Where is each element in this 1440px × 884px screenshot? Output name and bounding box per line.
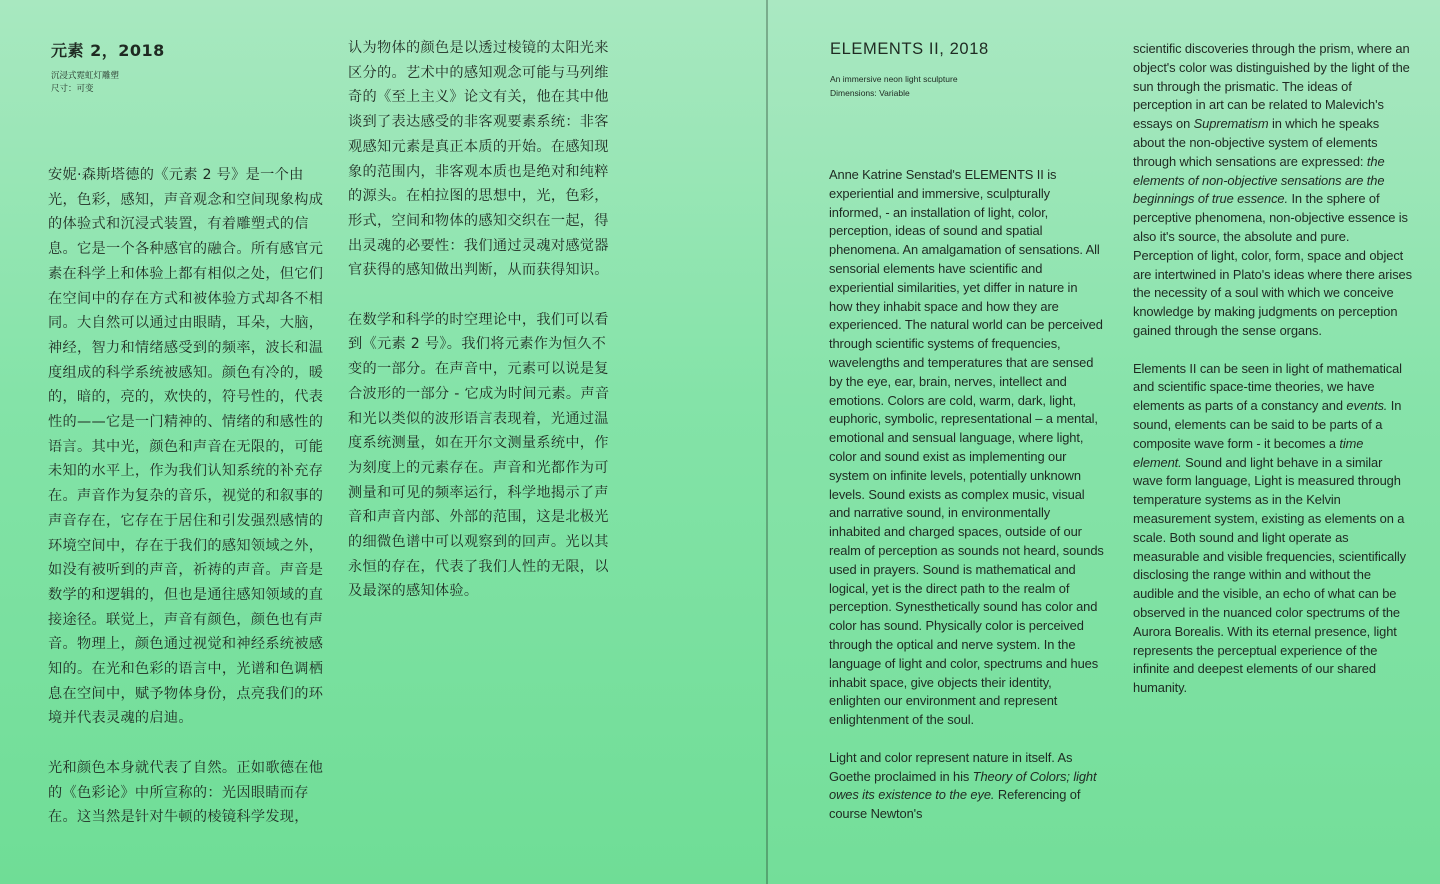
text-run: In sound, elements can be said to be parts of a composite wave form - it becomes a [1133,398,1402,451]
chinese-title: 元素 2，2018 [51,41,165,60]
chinese-paragraph: 安妮·森斯塔德的《元素 2 号》是一个由光，色彩，感知，声音观念和空间现象构成的体验式和沉浸式装置，有着雕塑式的信息。它是一个各种感官的融合。所有感官元素在科学上和体验上都有相似之处，但它们在空间中的存在方式和被体验方式却各不相同。大自然可以通过由眼睛，耳朵，大脑，神经，智力和情绪感受到的频率，波长和温度组成的科学系统被感知。颜色有冷的，暖的，暗的，亮的，欢快的，符号性的，代表性的——它是一门精神的、情绪的和感性的语言。其中光，颜色和声音在无限的，可能未知的水平上，作为我们认知系统的补充存在。声音作为复杂的音乐，视觉的和叙事的声音存在，它存在于居住和引发强烈感情的环境空间中，存在于我们的感知领域之外，如没有被听到的声音，祈祷的声音。声音是数学的和逻辑的，但也是通往感知领域的直接途径。联觉上，声音有颜色，颜色也有声音。物理上，颜色通过视觉和神经系统被感知的。在光和色彩的语言中，光谱和色调栖息在空间中，赋予物体身份，点亮我们的环境并代表灵魂的启迪。 [48,167,324,727]
english-medium: An immersive neon light sculpture [830,74,958,84]
text-run: Elements II can be seen in light of mathematical and scientific space-time theories, we have elements as parts of a constancy and [1133,360,1402,414]
italic-text-run: events. [1346,398,1388,414]
chinese-paragraph: 光和颜色本身就代表了自然。正如歌德在他的《色彩论》中所宣称的：光因眼睛而存在。这当然是针对牛顿的棱镜科学发现， [48,759,324,826]
english-column-1 [829,166,1104,843]
chinese-dimensions: 尺寸：可变 [51,84,94,94]
text-run: Light and color represent nature in itself. As Goethe proclaimed in his [829,749,1073,784]
text-run: scientific discoveries through the prism, where an object's color was distinguished by the light of the sun through the prismatic. The ideas of perception in art can be related to Malevich's essays on [1133,41,1410,132]
english-meta [830,72,958,100]
chinese-column-2 [348,36,620,629]
italic-text-run: time element. [1133,435,1364,470]
chinese-paragraph: 认为物体的颜色是以透过棱镜的太阳光来区分的。艺术中的感知观念可能与马列维奇的《至上主义》论文有关，他在其中他谈到了表达感受的非客观要素系统：非客观感知元素是真正本质的开始。在感知现象的范围内，非客观本质也是绝对和纯粹的源头。在柏拉图的思想中，光，色彩，形式，空间和物体的感知交织在一起，得出灵魂的必要性：我们通过灵魂对感觉器官获得的感知做出判断，从而获得知识。 [348,40,609,279]
italic-text-run: Suprematism [1193,116,1269,132]
english-column-2 [1133,40,1413,717]
chinese-meta [51,70,119,96]
text-run: In the sphere of perceptive phenomena, non-objective essence is also it's source, the absolute and pure. Perception of light, color, form, space and object are intertwined in Plato's ideas where there arises the necessity of a soul with which we conceive knowledge by making judgments on perception gained through the sense organs. [1133,191,1412,338]
text-run: Referencing of course Newton's [829,787,1081,822]
english-dimensions: Dimensions: Variable [830,88,910,98]
italic-text-run: Theory of Colors; light owes its existence to the eye. [829,768,1097,803]
english-paragraph [1133,40,1413,341]
english-paragraph [1133,360,1413,698]
english-title: ELEMENTS II, 2018 [830,40,989,58]
english-paragraph [829,749,1104,824]
chinese-column-1 [48,163,326,855]
english-paragraph: Anne Katrine Senstad's ELEMENTS II is experiential and immersive, sculpturally informed, - an installation of light, color, perception, ideas of sound and spatial phenomena. An amalgamation of sensations. All sensorial elements have scientific and experiential similarities, yet differ in nature in how they inhabit space and how they are experienced. The natural world can be perceived through scientific systems of frequencies, wavelengths and temperatures that are sensed by the eye, ear, brain, nerves, intellect and emotions. Colors are cold, warm, dark, light, euphoric, symbolic, representational – a mental, emotional and sensual language, where light, color and sound exist as implementing our system on infinite levels, potentially unknown levels. Sound exists as complex music, visual and narrative sound, in environmentally inhabited and charged spaces, outside of our realm of perception as sounds not heard, sounds used in prayers. Sound is mathematical and logical, yet is the direct path to the realm of perception. Synesthetically sound has color and color has sound. Physically color is perceived through the optical and nerve system. In the language of light and color, spectrums and hues inhabit space, give objects their identity, enlighten our environment and represent enlightenment of the soul. [829,167,1104,728]
italic-text-run: the elements of non-objective sensations are the beginnings of true essence. [1133,153,1385,207]
text-run: Sound and light behave in a similar wave form language, Light is measured through temperature systems as in the Kelvin measurement system, existing as elements on a scale. Both sound and light operate as measurable and visible frequencies, scientifically disclosing the range within and without the audible and the visible, an echo of what can be observed in the nuanced color spectrums of the Aurora Borealis. With its eternal presence, light represents the perceptual experience of the infinite and deepest elements of our shared humanity. [1133,454,1407,696]
text-run: in which he speaks about the non-objective system of elements through which sensations are expressed: [1133,116,1380,169]
chinese-medium: 沉浸式霓虹灯雕塑 [51,71,120,81]
chinese-paragraph: 在数学和科学的时空理论中，我们可以看到《元素 2 号》。我们将元素作为恒久不变的一部分。在声音中，元素可以说是复合波形的一部分 - 它成为时间元素。声音和光以类似的波形语言表现着，光通过温度系统测量，如在开尔文测量系统中，作为刻度上的元素存在。声音和光都作为可测量和可见的频率运行，科学地揭示了声音和声音内部、外部的范围，这是北极光的细微色谱中可以观察到的回声。光以其永恒的存在，代表了我们人性的无限，以及最深的感知体验。 [348,311,610,600]
